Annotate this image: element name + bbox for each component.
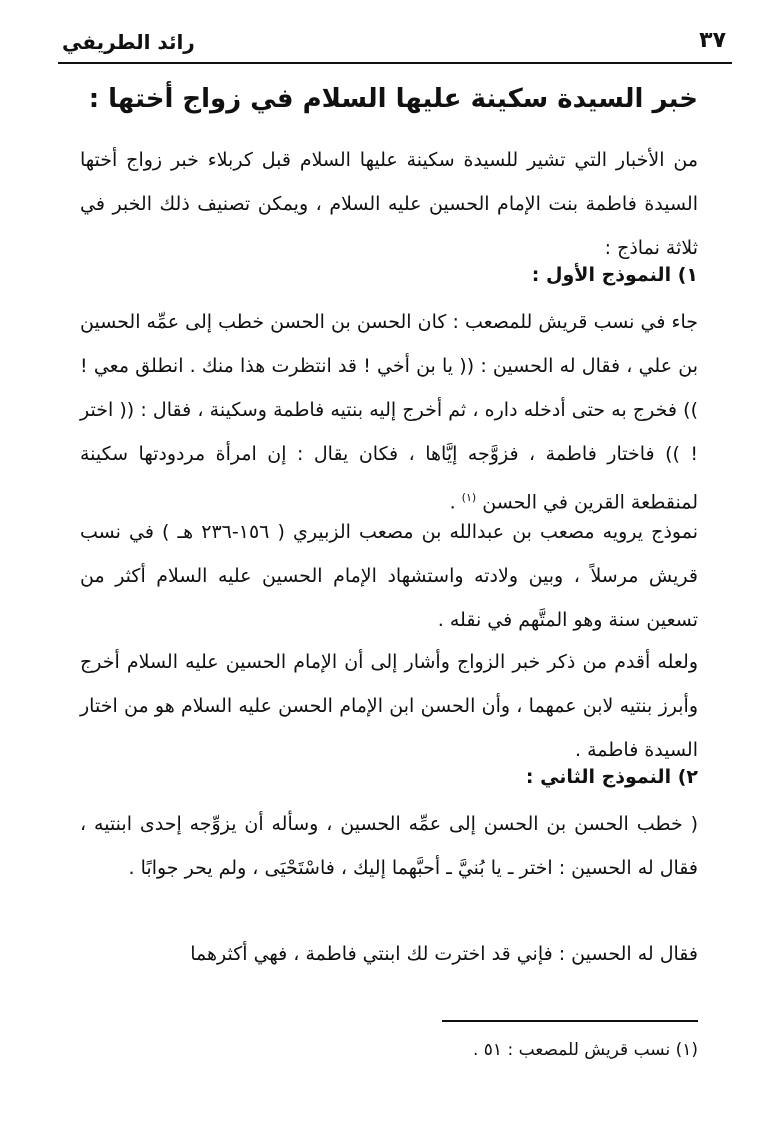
model-2-paragraph: ( خطب الحسن بن الحسن إلى عمِّه الحسين ، وسأله أن يزوِّجه إحدى ابنتيه ، فقال له الحسين : اختر ـ يا بُنيَّ ـ أحبَّهما إليك ، فاسْتَحْيَى ، ولم يحر جوابًا .	[80, 813, 698, 879]
model-1-heading: ١) النموذج الأول :	[531, 264, 698, 286]
model-2-heading: ٢) النموذج الثاني :	[525, 766, 698, 788]
footnote-marker: (١)	[461, 491, 477, 504]
model-1-paragraph	[80, 300, 698, 524]
footnote-divider	[442, 1020, 698, 1022]
running-title: رائد الطريفي	[62, 30, 195, 54]
section-heading: خبر السيدة سكينة عليها السلام في زواج أختها :	[88, 84, 698, 114]
analysis-paragraph: ولعله أقدم من ذكر خبر الزواج وأشار إلى أن الإمام الحسين عليه السلام أخرج وأبرز بنتيه لابن عمهما ، وأن الحسن ابن الإمام الحسن عليه السلام هو من اختار السيدة فاطمة .	[80, 651, 698, 761]
model-1-text-end: .	[449, 491, 462, 514]
running-header	[58, 22, 732, 64]
intro-paragraph: من الأخبار التي تشير للسيدة سكينة عليها السلام قبل كربلاء خبر زواج أختها السيدة فاطمة بنت الإمام الحسين عليه السلام ، ويمكن تصنيف ذلك الخبر في ثلاثة نماذج :	[80, 149, 698, 259]
footnote: (١) نسب قريش للمصعب : ٥١ .	[472, 1040, 698, 1060]
model-1-text: جاء في نسب قريش للمصعب : كان الحسن بن الحسن خطب إلى عمِّه الحسين بن علي ، فقال له الحسين : (( يا بن أخي ! قد انتظرت هذا منك . انطلق معي ! )) فخرج به حتى أدخله داره ، ثم أخرج إليه بنتيه فاطمة وسكينة ، فقال : (( اختر ! )) فاختار فاطمة ، فزوَّجه إيَّاها ، فكان يقال : إن امرأة مردودتها سكينة لمنقطعة القرين في الحسن	[80, 311, 698, 514]
page-number: ٣٧	[699, 28, 726, 53]
narrator-note-paragraph: نموذج يرويه مصعب بن عبدالله بن مصعب الزبيري ( ١٥٦-٢٣٦ هـ ) في نسب قريش مرسلاً ، وبين ولادته واستشهاد الإمام الحسين عليه السلام أكثر من تسعين سنة وهو المتَّهم في نقله .	[80, 521, 698, 631]
model-2-continuation: فقال له الحسين : فإني قد اخترت لك ابنتي فاطمة ، فهي أكثرهما	[190, 943, 698, 965]
